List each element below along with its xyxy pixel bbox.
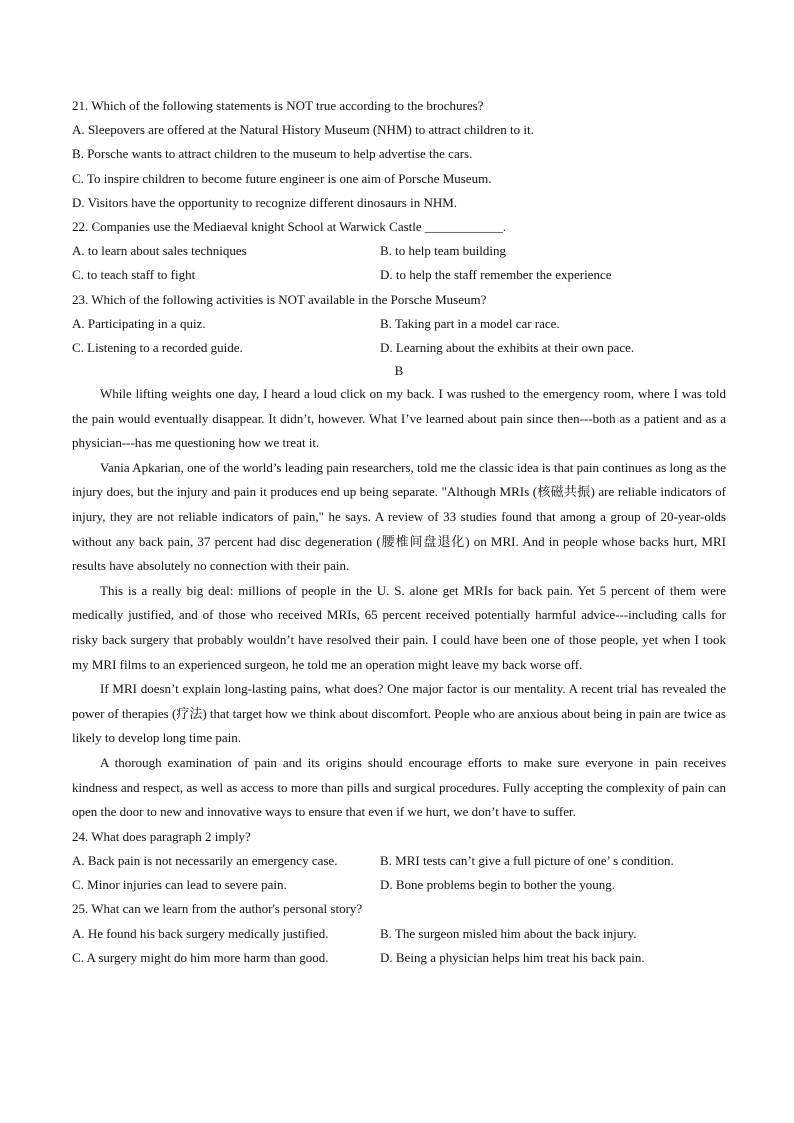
passage-paragraph-2: Vania Apkarian, one of the world’s leading pain researchers, told me the classic idea is that pain continues as long as the injury does, but the injury and pain it produces end up being separate. "Although MRIs (核磁共振) are reliable indicators of injury, they are not reliable indicators of pain," he says. A review of 33 studies found that among a group of 20-year-olds without any back pain, 37 percent had disc degeneration (腰椎间盘退化) on MRI. And in people whose backs hurt, MRI results have absolutely no connection with their pain.	[72, 459, 726, 574]
question-22-option-c: C. to teach staff to fight	[72, 267, 196, 283]
question-22-options-row-1	[72, 239, 726, 263]
question-21-option-c: C. To inspire children to become future engineer is one aim of Porsche Museum.	[72, 170, 492, 186]
question-24-option-a: A. Back pain is not necessarily an emergency case.	[72, 852, 338, 868]
question-25-option-d: D. Being a physician helps him treat his back pain.	[380, 949, 645, 965]
question-21-option-d: D. Visitors have the opportunity to recognize different dinosaurs in NHM.	[72, 194, 458, 210]
question-22-options-row-2	[72, 263, 726, 287]
section-b-heading: B	[394, 363, 404, 379]
question-23-option-d: D. Learning about the exhibits at their own pace.	[380, 339, 635, 355]
question-23-option-c: C. Listening to a recorded guide.	[72, 339, 243, 355]
question-22-option-b: B. to help team building	[380, 243, 507, 259]
passage-paragraph-3: This is a really big deal: millions of people in the U. S. alone get MRIs for back pain. Yet 5 percent of them were medically justified, and of those who received MRIs, 65 percent received potentially harmful advice---including calls for risky back surgery that probably wouldn’t have resolved their pain. I could have been one of those people, yet when I took my MRI films to an experienced surgeon, he told me an operation might leave my back worse off.	[72, 582, 726, 672]
question-21-stem: 21. Which of the following statements is NOT true according to the brochures?	[72, 98, 484, 113]
exam-page	[72, 94, 726, 970]
question-24-options-row-1	[72, 849, 726, 873]
passage-paragraph-1: While lifting weights one day, I heard a loud click on my back. I was rushed to the emergency room, where I was told the pain would eventually disappear. It didn’t, however. What I’ve learned about pain since then---both as a patient and as a physician---has me questioning how we treat it.	[72, 386, 726, 451]
question-24-stem: 24. What does paragraph 2 imply?	[72, 828, 251, 844]
question-25-options-row-1	[72, 922, 726, 946]
question-22-option-a: A. to learn about sales techniques	[72, 243, 247, 259]
question-25-options-row-2	[72, 946, 726, 970]
question-25-stem: 25. What can we learn from the author's personal story?	[72, 901, 363, 917]
question-24-options-row-2	[72, 873, 726, 897]
question-23-stem: 23. Which of the following activities is NOT available in the Porsche Museum?	[72, 291, 487, 307]
question-23-options-row-2	[72, 336, 726, 360]
question-24-option-d: D. Bone problems begin to bother the young.	[380, 877, 616, 893]
passage-paragraph-5: A thorough examination of pain and its origins should encourage efforts to make sure everyone in pain receives kindness and respect, as well as access to more than pills and surgical procedures. Fully accepting the complexity of pain can open the door to new and innovative ways to ensure that even if we hurt, we don’t have to suffer.	[72, 754, 726, 820]
question-21-option-b: B. Porsche wants to attract children to the museum to help advertise the cars.	[72, 146, 473, 162]
question-23-option-b: B. Taking part in a model car race.	[380, 315, 560, 331]
question-22-option-d: D. to help the staff remember the experience	[380, 267, 612, 283]
question-24-option-b: B. MRI tests can’t give a full picture of one’ s condition.	[380, 852, 674, 868]
passage-paragraph-4: If MRI doesn’t explain long-lasting pains, what does? One major factor is our mentality. A recent trial has revealed the power of therapies (疗法) that target how we think about discomfort. People who are anxious about being in pain are twice as likely to develop long time pain.	[72, 681, 726, 746]
question-21-option-a: A. Sleepovers are offered at the Natural History Museum (NHM) to attract children to it.	[72, 122, 534, 138]
question-23-option-a: A. Participating in a quiz.	[72, 315, 206, 331]
question-22-stem: 22. Companies use the Mediaeval knight School at Warwick Castle ____________.	[72, 218, 507, 234]
question-23-options-row-1	[72, 312, 726, 336]
question-24-option-c: C. Minor injuries can lead to severe pain.	[72, 877, 287, 893]
question-25-option-c: C. A surgery might do him more harm than good.	[72, 949, 329, 965]
question-25-option-a: A. He found his back surgery medically justified.	[72, 925, 329, 941]
question-25-option-b: B. The surgeon misled him about the back injury.	[380, 925, 637, 941]
